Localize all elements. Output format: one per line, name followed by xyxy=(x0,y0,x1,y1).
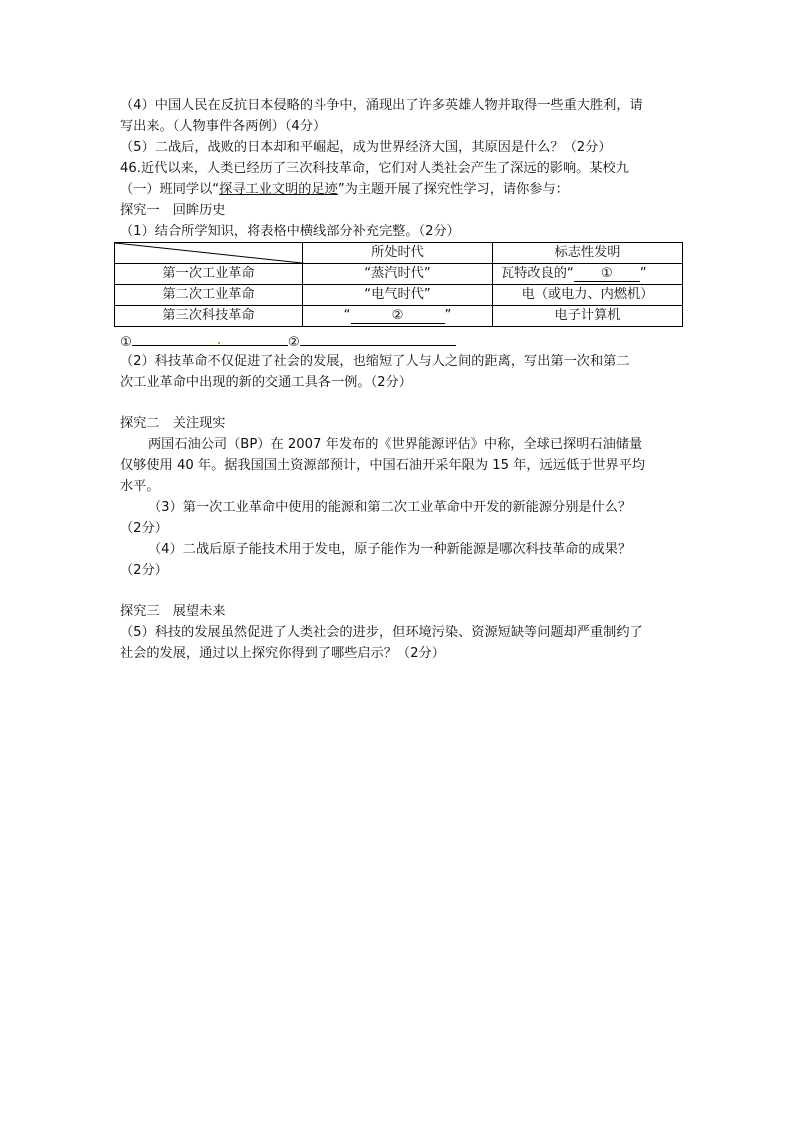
answer-blanks-line xyxy=(120,331,456,353)
row3-era xyxy=(303,306,493,327)
paragraph-line1: 两国石油公司（BP）在 2007 年发布的《世界能源评估》中称，全球已探明石油储量 xyxy=(148,437,643,452)
row3-revolution: 第三次科技革命 xyxy=(115,306,303,327)
header-invention: 标志性发明 xyxy=(493,243,683,264)
part-4-line1: （4）二战后原子能技术用于发电，原子能作为一种新能源是哪次科技革命的成果？ xyxy=(148,542,632,557)
part-1-prompt: （1）结合所学知识，将表格中横线部分补充完整。（2分） xyxy=(120,224,460,239)
diagonal-line xyxy=(115,243,302,263)
row1-invention-prefix: 瓦特改良的“ xyxy=(501,266,574,281)
question-46-line1: 46.近代以来，人类已经历了三次科技革命，它们对人类社会产生了深远的影响。某校九 xyxy=(120,161,629,176)
explore-1-heading: 探究一 回眸历史 xyxy=(120,203,226,218)
row3-era-suffix: ” xyxy=(444,308,452,323)
stray-dot xyxy=(218,342,220,344)
answer-2-marker: ② xyxy=(287,335,300,350)
part-2-line2: 次工业革命中出现的新的交通工具各一例。（2分） xyxy=(120,375,412,390)
row2-era: “电气时代” xyxy=(303,285,493,306)
blank-2[interactable]: ② xyxy=(351,309,445,324)
paragraph-line3: 水平。 xyxy=(120,479,160,494)
header-era: 所处时代 xyxy=(303,243,493,264)
row1-era: “蒸汽时代” xyxy=(303,264,493,285)
revolution-table xyxy=(114,242,683,327)
diagonal-header-cell xyxy=(115,243,303,264)
table-row xyxy=(115,306,683,327)
question-46-line2 xyxy=(120,180,569,200)
part-2-line1: （2）科技革命不仅促进了社会的发展，也缩短了人与人之间的距离，写出第一次和第二 xyxy=(120,354,630,369)
table-header-row xyxy=(115,243,683,264)
row3-invention: 电子计算机 xyxy=(493,306,683,327)
q46-suffix: ”为主题开展了探究性学习，请你参与： xyxy=(337,182,569,197)
answer-1-marker: ① xyxy=(120,335,132,350)
part-5-line1: （5）科技的发展虽然促进了人类社会的进步，但环境污染、资源短缺等问题却严重制约了 xyxy=(120,625,643,640)
row1-revolution: 第一次工业革命 xyxy=(115,264,303,285)
part-5-line2: 社会的发展，通过以上探究你得到了哪些启示？（2分） xyxy=(120,646,445,661)
row1-invention xyxy=(493,264,683,285)
q46-prefix: （一）班同学以“ xyxy=(120,182,220,197)
row2-revolution: 第二次工业革命 xyxy=(115,285,303,306)
question-5: （5）二战后，战败的日本却和平崛起，成为世界经济大国，其原因是什么？（2分） xyxy=(120,140,612,155)
question-4-line2: 写出来。（人物事件各两例）（4分） xyxy=(120,119,327,134)
part-4-line2: （2分） xyxy=(120,563,168,578)
explore-2-heading: 探究二 关注现实 xyxy=(120,416,226,431)
answer-2-blank[interactable] xyxy=(300,331,456,346)
paragraph-line2: 仅够使用 40 年。据我国国土资源部预计，中国石油开采年限为 15 年，远远低于世界平均 xyxy=(120,458,646,473)
table-row xyxy=(115,285,683,306)
blank-1[interactable]: ① xyxy=(574,267,640,282)
table-row xyxy=(115,264,683,285)
answer-1-blank[interactable] xyxy=(132,331,288,346)
part-3-line1: （3）第一次工业革命中使用的能源和第二次工业革命中开发的新能源分别是什么？ xyxy=(148,500,632,515)
row1-invention-suffix: ” xyxy=(639,266,647,281)
theme-text: 探寻工业文明的足迹 xyxy=(219,182,338,197)
row3-era-prefix: “ xyxy=(343,308,351,323)
row2-invention: 电（或电力、内燃机） xyxy=(493,285,683,306)
question-4-line1: （4）中国人民在反抗日本侵略的斗争中，涌现出了许多英雄人物并取得一些重大胜利，请 xyxy=(120,98,643,113)
part-3-line2: （2分） xyxy=(120,521,168,536)
explore-3-heading: 探究三 展望未来 xyxy=(120,604,226,619)
